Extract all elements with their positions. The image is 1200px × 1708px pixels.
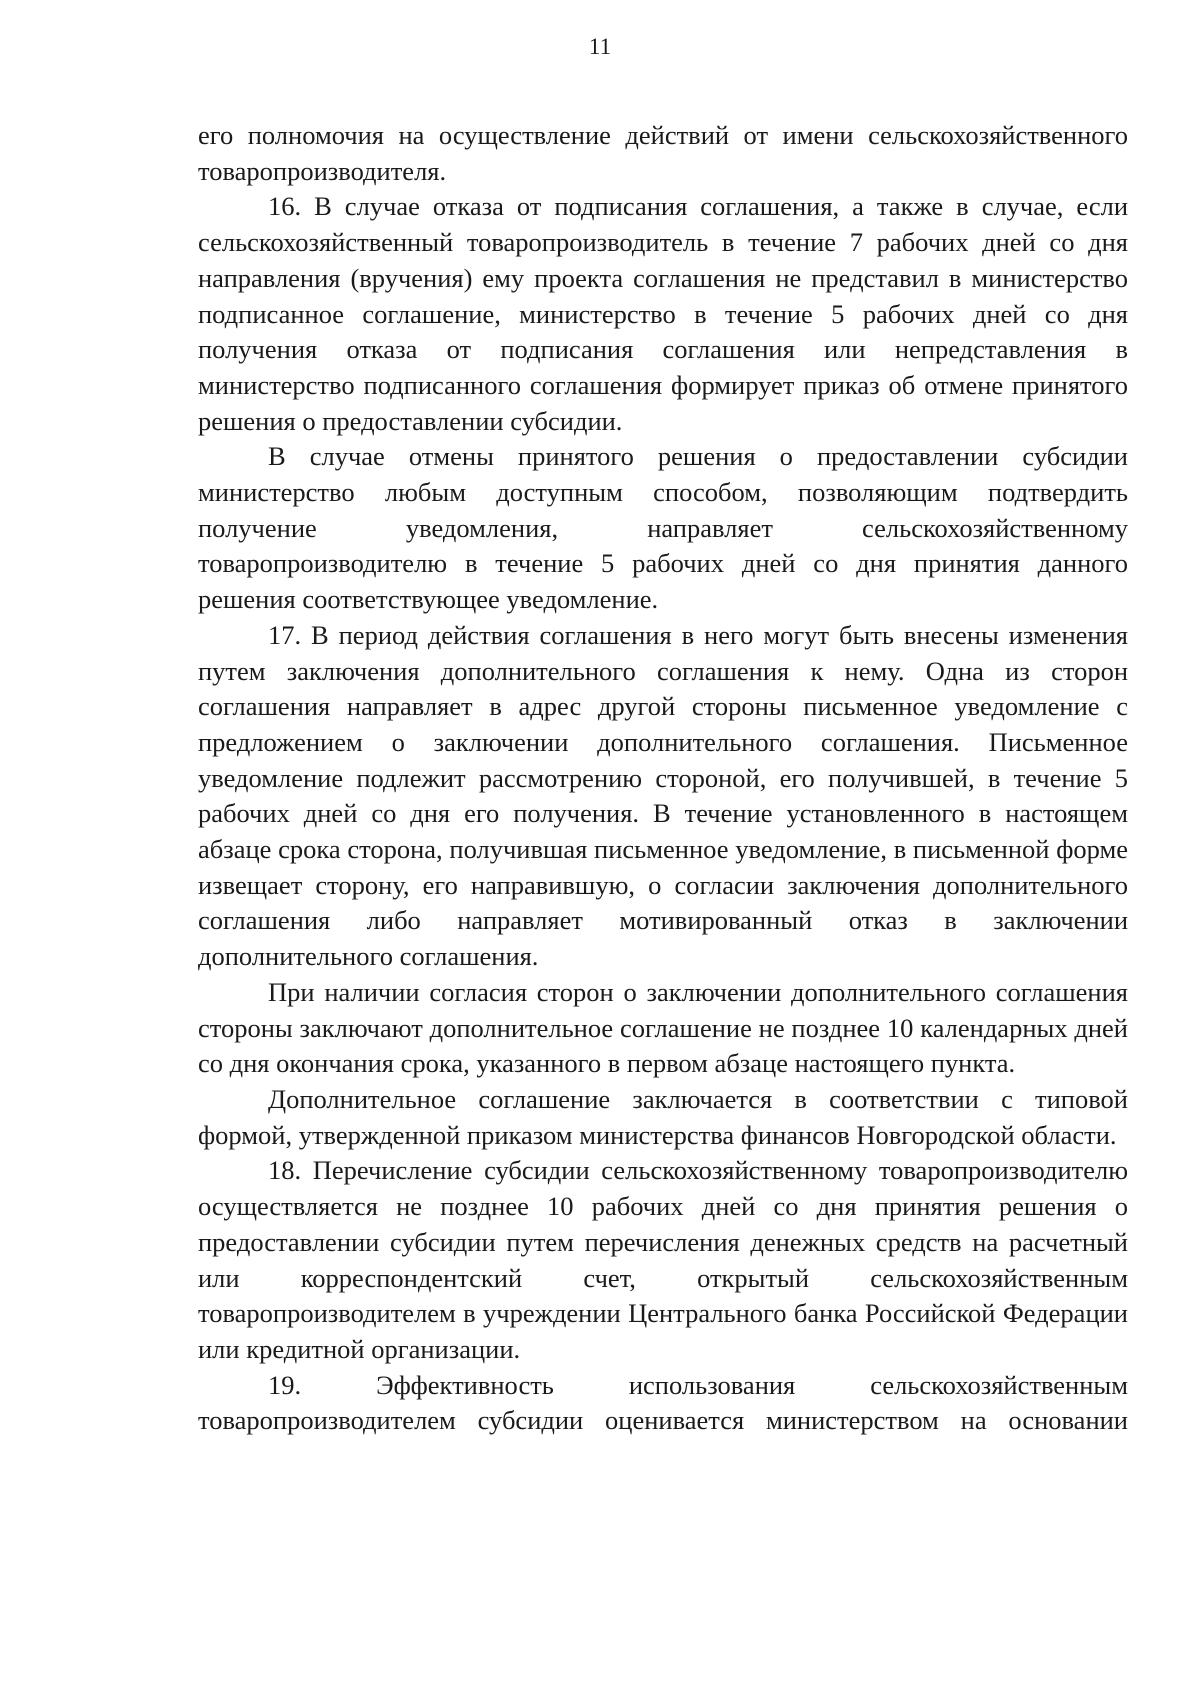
document-body bbox=[198, 118, 1128, 1439]
paragraph-item-19: 19. Эффективность использования сельскохозяйственным товаропроизводителем субсидии оценивается министерством на основании bbox=[198, 1369, 1128, 1436]
paragraph-continuation: его полномочия на осуществление действий от имени сельскохозяйственного товаропроизводителя. bbox=[198, 120, 1128, 186]
paragraph-agreement-form: Дополнительное соглашение заключается в соответствии с типовой формой, утвержденной приказом министерства финансов Новгородской области. bbox=[198, 1083, 1128, 1150]
paragraph-item-17: 17. В период действия соглашения в него могут быть внесены изменения путем заключения дополнительного соглашения к нему. Одна из сторон соглашения направляет в адрес другой стороны письменное уведомление с предложением о заключении дополнительного соглашения. Письменное уведомление подлежит рассмотрению стороной, его получившей, в течение 5 рабочих дней со дня его получения. В течение установленного в настоящем абзаце срока сторона, получившая письменное уведомление, в письменной форме извещает сторону, его направившую, о согласии заключения дополнительного соглашения либо направляет мотивированный отказ в заключении дополнительного соглашения. bbox=[198, 619, 1128, 972]
paragraph-agreement-consent: При наличии согласия сторон о заключении дополнительного соглашения стороны заключают дополнительное соглашение не позднее 10 календарных дней со дня окончания срока, указанного в первом абзаце настоящего пункта. bbox=[198, 976, 1128, 1079]
paragraph-item-18: 18. Перечисление субсидии сельскохозяйственному товаропроизводителю осуществляется не позднее 10 рабочих дней со дня принятия решения о предоставлении субсидии путем перечисления денежных средств на расчетный или корреспондентский счет, открытый сельскохозяйственным товаропроизводителем в учреждении Центрального банка Российской Федерации или кредитной организации. bbox=[198, 1155, 1128, 1364]
paragraph-cancellation-notice: В случае отмены принятого решения о предоставлении субсидии министерство любым доступным способом, позволяющим подтвердить получение уведомления, направляет сельскохозяйственному товаропроизводителю в течение 5 рабочих дней со дня принятия данного решения соответствующее уведомление. bbox=[198, 441, 1128, 615]
page-number: 11 bbox=[588, 34, 612, 59]
paragraph-item-16: 16. В случае отказа от подписания соглашения, а также в случае, если сельскохозяйственный товаропроизводитель в течение 7 рабочих дней со дня направления (вручения) ему проекта соглашения не представил в министерство подписанное соглашение, министерство в течение 5 рабочих дней со дня получения отказа от подписания соглашения или непредставления в министерство подписанного соглашения формирует приказ об отмене принятого решения о предоставлении субсидии. bbox=[198, 191, 1128, 436]
